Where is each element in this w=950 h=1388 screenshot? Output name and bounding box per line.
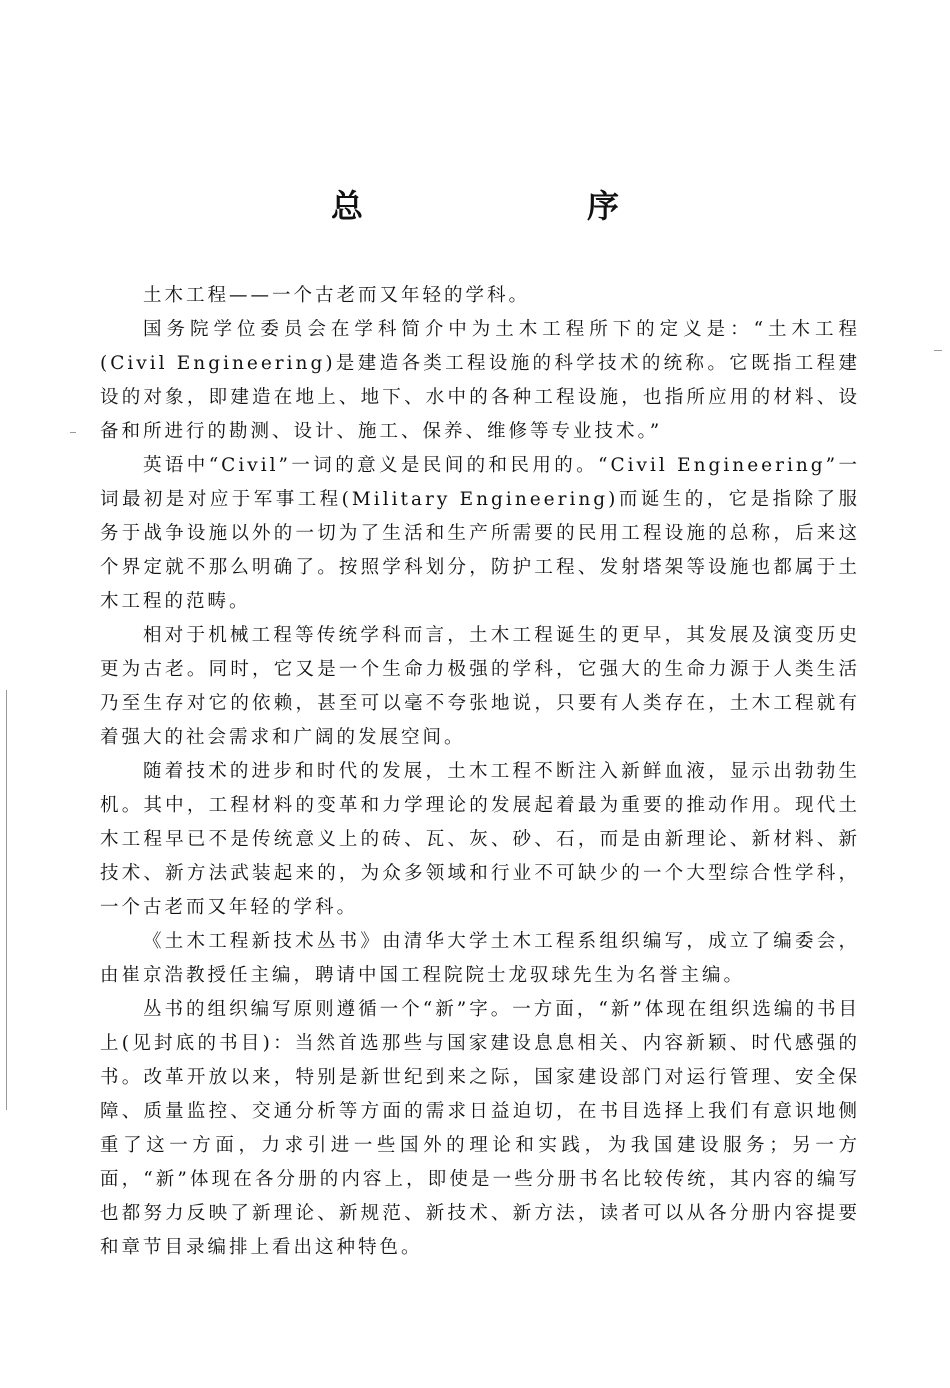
- scan-edge-mark: [6, 690, 7, 1110]
- paragraph-3: 英语中“Civil”一词的意义是民间的和民用的。“Civil Engineering”一词最初是对应于军事工程(Military Engineering)而诞生的，它是指除了服务于战争设施以外的一切为了生活和生产所需要的民用工程设施的总称，后来这个界定就不那么明确了。按照学科划分，防护工程、发射塔架等设施也都属于土木工程的范畴。: [100, 455, 860, 612]
- paragraph-6: 《土木工程新技术丛书》由清华大学土木工程系组织编写，成立了编委会，由崔京浩教授任主编，聘请中国工程院院士龙驭球先生为名誉主编。: [100, 931, 860, 986]
- paragraph-5: 随着技术的进步和时代的发展，土木工程不断注入新鲜血液，显示出勃勃生机。其中，工程材料的变革和力学理论的发展起着最为重要的推动作用。现代土木工程早已不是传统意义上的砖、瓦、灰、砂、石，而是由新理论、新材料、新技术、新方法武装起来的，为众多领域和行业不可缺少的一个大型综合性学科，一个古老而又年轻的学科。: [100, 761, 860, 918]
- paragraph-1: 土木工程——一个古老而又年轻的学科。: [143, 285, 531, 306]
- scan-margin-tick: [70, 432, 76, 433]
- page-title: 总 序: [330, 187, 715, 225]
- body-text: [100, 279, 860, 1265]
- paragraph-7: 丛书的组织编写原则遵循一个“新”字。一方面，“新”体现在组织选编的书目上(见封底的书目)：当然首选那些与国家建设息息相关、内容新颖、时代感强的书。改革开放以来，特别是新世纪到来之际，国家建设部门对运行管理、安全保障、质量监控、交通分析等方面的需求日益迫切，在书目选择上我们有意识地侧重了这一方面，力求引进一些国外的理论和实践，为我国建设服务；另一方面，“新”体现在各分册的内容上，即使是一些分册书名比较传统，其内容的编写也都努力反映了新理论、新规范、新技术、新方法，读者可以从各分册内容提要和章节目录编排上看出这种特色。: [100, 999, 860, 1258]
- paragraph-4: 相对于机械工程等传统学科而言，土木工程诞生的更早，其发展及演变历史更为古老。同时，它又是一个生命力极强的学科，它强大的生命力源于人类生活乃至生存对它的依赖，甚至可以毫不夸张地说，只要有人类存在，土木工程就有着强大的社会需求和广阔的发展空间。: [100, 625, 860, 748]
- scan-edge-tick: [934, 350, 942, 351]
- paragraph-2: 国务院学位委员会在学科简介中为土木工程所下的定义是：“土木工程(Civil Engineering)是建造各类工程设施的科学技术的统称。它既指工程建设的对象，即建造在地上、地下、水中的各种工程设施，也指所应用的材料、设备和所进行的勘测、设计、施工、保养、维修等专业技术。”: [100, 319, 860, 442]
